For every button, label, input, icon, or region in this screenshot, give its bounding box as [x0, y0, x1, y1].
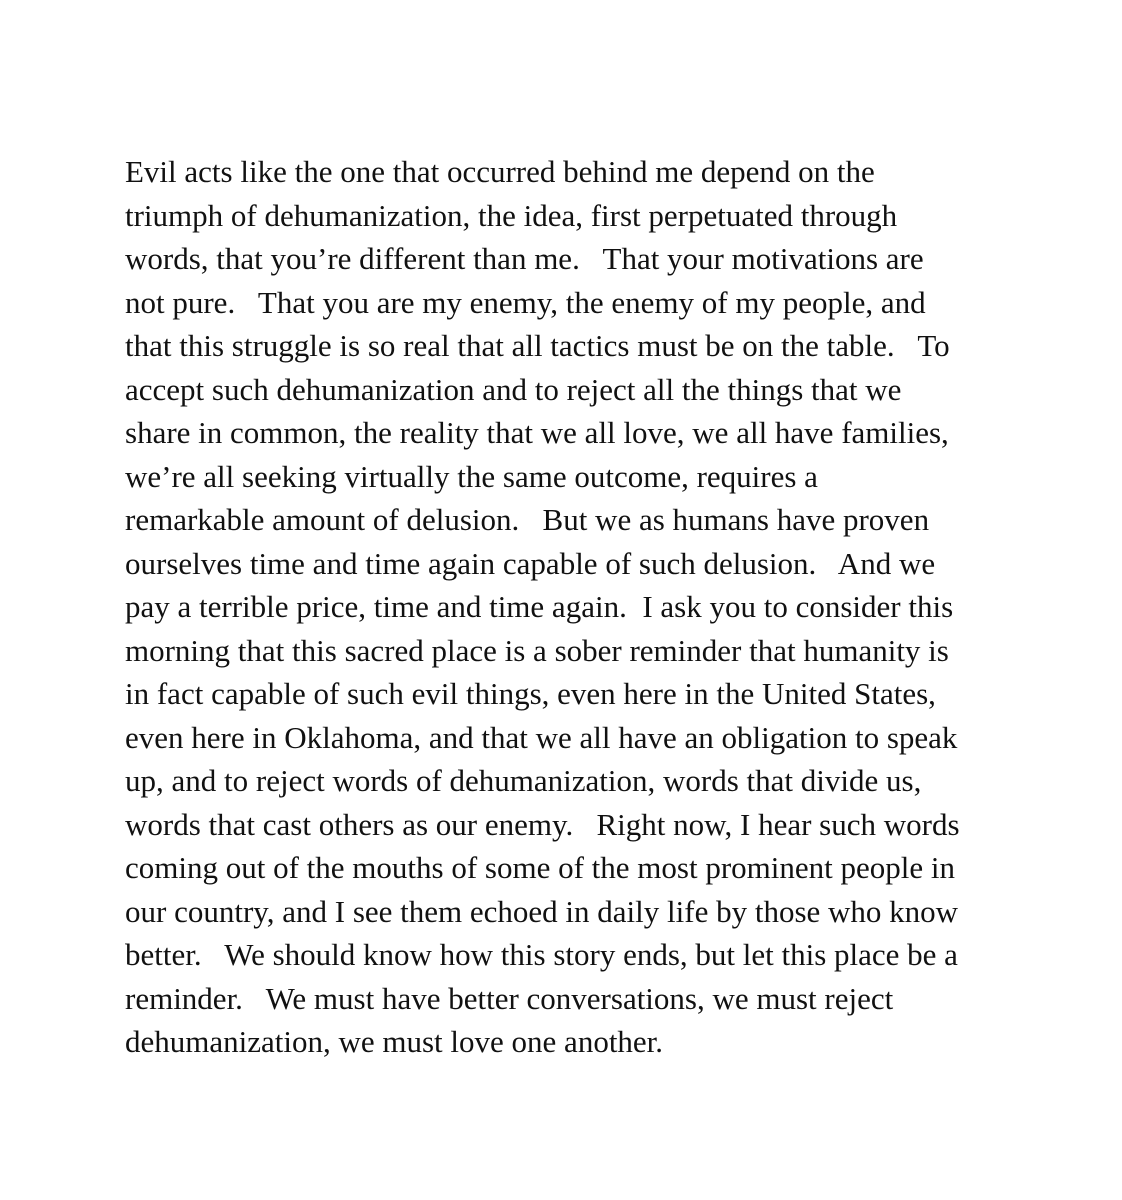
text-line: words, that you’re different than me. That your motivations are	[125, 241, 924, 276]
text-line: Evil acts like the one that occurred behind me depend on the	[125, 154, 875, 189]
text-line: we’re all seeking virtually the same outcome, requires a	[125, 458, 818, 494]
text-line: triumph of dehumanization, the idea, first perpetuated through	[125, 197, 898, 233]
text-line: not pure. That you are my enemy, the enemy of my people, and	[125, 284, 926, 320]
text-line: remarkable amount of delusion. But we as humans have proven	[125, 502, 930, 537]
text-line: morning that this sacred place is a sober reminder that humanity is	[125, 632, 949, 668]
text-line: even here in Oklahoma, and that we all have an obligation to speak	[125, 719, 958, 755]
text-line: coming out of the mouths of some of the most prominent people in	[125, 850, 955, 885]
text-line: better. We should know how this story ends, but let this place be a	[125, 937, 958, 972]
text-line: that this struggle is so real that all tactics must be on the table. To	[125, 328, 950, 363]
text-line: in fact capable of such evil things, even here in the United States,	[125, 676, 936, 711]
text-line: up, and to reject words of dehumanization, words that divide us,	[125, 763, 922, 798]
text-line: dehumanization, we must love one another.	[125, 1024, 664, 1059]
text-line: ourselves time and time again capable of such delusion. And we	[125, 545, 936, 581]
text-line: words that cast others as our enemy. Right now, I hear such words	[125, 806, 960, 842]
statement-text	[125, 150, 1025, 1064]
text-line: our country, and I see them echoed in daily life by those who know	[125, 893, 959, 929]
text-line: accept such dehumanization and to reject all the things that we	[125, 371, 902, 407]
text-line: pay a terrible price, time and time again. I ask you to consider this	[125, 589, 954, 624]
text-line: reminder. We must have better conversations, we must reject	[125, 980, 894, 1016]
text-line: share in common, the reality that we all love, we all have families,	[125, 415, 949, 450]
